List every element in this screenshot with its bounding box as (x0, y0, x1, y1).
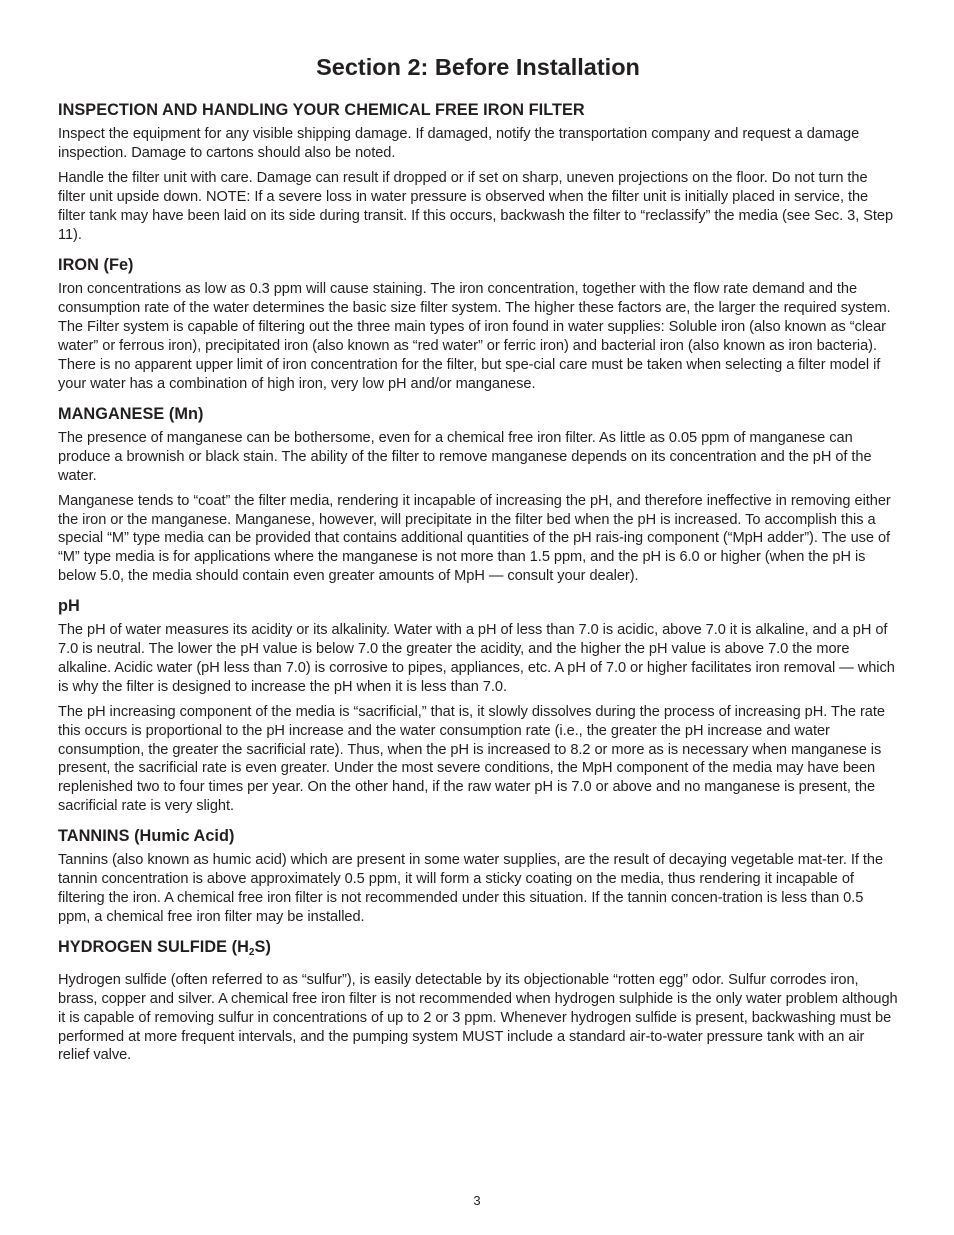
section-heading-ph: pH (58, 597, 80, 616)
paragraph: The pH increasing component of the media is “sacrificial,” that is, it slowly dissolves during the process of increasing pH. The rate this occurs is proportional to the pH increase and the water consumption rate (i.e., the greater the pH increase and water consumption, the greater the sacrificial rate). Thus, when the pH is increased to 8.2 or more as is necessary when manganese is present, the sacrificial rate is even greater. Under the most severe conditions, the MpH component of the media may have been replenished two to four times per year. On the other hand, if the raw water pH is 7.0 or above and no manganese is present, the sacrificial rate is very slight. (58, 703, 885, 815)
section-hydrogen-sulfide (58, 937, 898, 1066)
heading-text: S) (254, 937, 271, 956)
section-iron (58, 255, 898, 393)
paragraph: Iron concentrations as low as 0.3 ppm will cause staining. The iron concentration, together with the flow rate demand and the consumption rate of the water determines the basic size filter system. The higher these factors are, the larger the required system. The Filter system is capable of filtering out the three main types of iron found in water supplies: Soluble iron (also known as “clear water” or ferrous iron), precipitated iron (also known as “red water” or ferric iron) and bacterial iron (also known as iron bacteria). There is no apparent upper limit of iron concentration for the filter, but spe-cial care must be taken when selecting a filter model if your water has a combination of high iron, very low pH and/or manganese. (58, 281, 891, 392)
section-inspection (58, 100, 898, 244)
section-tannins (58, 826, 898, 927)
section-heading-manganese: MANGANESE (Mn) (58, 404, 204, 423)
page-title: Section 2: Before Installation (316, 54, 640, 80)
document-body (58, 100, 898, 1075)
section-heading-tannins: TANNINS (Humic Acid) (58, 827, 235, 846)
paragraph: Hydrogen sulfide (often referred to as “sulfur”), is easily detectable by its objectionable “rotten egg” odor. Sulfur corrodes iron, brass, copper and silver. A chemical free iron filter is not recommended when hydrogen sulphide is the only water problem although it is capable of removing sulfur in concentrations of up to 2 or 3 ppm. Whenever hydrogen sulfide is present, backwashing must be performed at more frequent intervals, and the pumping system MUST include a standard air-to-water pressure tank with an air relief valve. (58, 971, 898, 1064)
paragraph: The presence of manganese can be bothersome, even for a chemical free iron filter. As little as 0.05 ppm of manganese can produce a brownish or black stain. The ability of the filter to remove manganese depends on its concentration and the pH of the water. (58, 429, 872, 484)
paragraph: Handle the filter unit with care. Damage can result if dropped or if set on sharp, uneven projections on the floor. Do not turn the filter unit upside down. NOTE: If a severe loss in water pressure is observed when the filter unit is initially placed in service, the filter tank may have been laid on its side during transit. If this occurs, backwash the filter to “reclassify” the media (see Sec. 3, Step 11). (58, 169, 894, 243)
section-heading-inspection: INSPECTION AND HANDLING YOUR CHEMICAL FREE IRON FILTER (58, 101, 585, 119)
paragraph: Inspect the equipment for any visible shipping damage. If damaged, notify the transportation company and request a damage inspection. Damage to cartons should also be noted. (58, 126, 860, 161)
paragraph: The pH of water measures its acidity or its alkalinity. Water with a pH of less than 7.0 is acidic, above 7.0 it is alkaline, and a pH of 7.0 is neutral. The lower the pH value is below 7.0 the greater the acidity, and the higher the pH value is above 7.0 the more alkaline. Acidic water (pH less than 7.0) is corrosive to pipes, appliances, etc. A pH of 7.0 or higher facilitates iron removal — which is why the filter is designed to increase the pH when it is less than 7.0. (58, 622, 895, 695)
section-manganese (58, 404, 898, 586)
heading-subscript: 2 (248, 946, 255, 958)
paragraph: Tannins (also known as humic acid) which are present in some water supplies, are the result of decaying vegetable mat-ter. If the tannin concentration is above approximately 0.5 ppm, it will form a sticky coating on the media, thus rendering it incapable of filtering the iron. A chemical free iron filter is not recommended under this situation. If the tannin concen-tration is less than 0.5 ppm, a chemical free iron filter may be installed. (58, 852, 884, 925)
page-number: 3 (473, 1193, 481, 1208)
section-ph (58, 596, 898, 816)
paragraph: Manganese tends to “coat” the filter media, rendering it incapable of increasing the pH, and therefore ineffective in removing either the iron or the manganese. Manganese, however, will precipitate in the filter bed when the pH is increased. To accomplish this a special “M” type media can be provided that contains additional quantities of the pH rais-ing component (“MpH adder”). The use of “M” type media is for applications where the manganese is not more than 1.5 ppm, and the pH is 6.0 or higher (when the pH is below 5.0, the media should contain even greater amounts of MpH — consult your dealer). (58, 492, 891, 585)
heading-text: HYDROGEN SULFIDE (H (58, 937, 249, 956)
section-heading-iron: IRON (Fe) (58, 256, 134, 275)
section-heading-hydrogen-sulfide (58, 937, 898, 958)
